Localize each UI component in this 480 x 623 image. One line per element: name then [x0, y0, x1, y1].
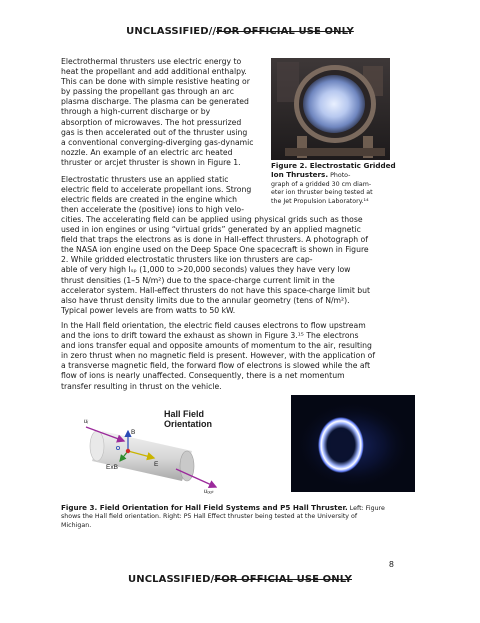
caption-text: eter ion thruster being tested at	[271, 189, 373, 197]
header-struck-text: FOR OFFICIAL USE ONLY	[216, 26, 354, 37]
paragraph-hall-field	[61, 321, 421, 392]
figure-3-diagram	[84, 403, 232, 494]
text-line: by passing the propellant gas through an arc	[61, 87, 235, 97]
page-number: 8	[388, 560, 394, 569]
text-line: in zero thrust when no magnetic field is present. However, with the application of	[61, 351, 376, 361]
caption-text: shows the Hall field orientation. Right: P5 Hall Effect thruster being tested at the University of	[61, 513, 358, 521]
figure-2-photo	[271, 58, 390, 160]
text-line: This can be done with simple resistive heating or	[61, 77, 250, 87]
text-line: absorption of microwaves. The hot pressurized	[61, 117, 242, 127]
text-line: cities. The accelerating field can be applied using physical grids such as those	[61, 215, 363, 224]
classification-footer	[0, 574, 480, 585]
text-line: able of very high Iₛₚ (1,000 to >20,000 seconds) values they have very low	[61, 265, 351, 275]
text-line: through a high-current discharge or by	[61, 107, 211, 117]
figure-3-caption	[61, 504, 431, 530]
text-line: Typical power levels are from watts to 50 kW.	[61, 305, 236, 315]
caption-title: Figure 2. Electrostatic Gridded	[271, 161, 396, 170]
text-line: electric fields are created in the engine which	[61, 195, 238, 205]
text-line: flow of ions is nearly unaffected. Consequently, there is a net momentum	[61, 371, 345, 381]
caption-text: graph of a gridded 30 cm diam-	[271, 180, 372, 188]
figure-2-caption	[271, 162, 431, 206]
caption-text: Michigan.	[61, 521, 92, 529]
caption-title: Figure 3. Field Orientation for Hall Field Systems and P5 Hall Thruster.	[61, 503, 348, 512]
text-line: and ions transfer equal and opposite amounts of momentum to the air, resulting	[61, 341, 372, 351]
footer-struck-text: FOR OFFICIAL USE ONLY	[214, 574, 352, 585]
caption-text: Left: Figure	[347, 505, 385, 512]
header-prefix: UNCLASSIFIED//	[126, 26, 217, 37]
label-ui: uᵢ	[84, 419, 89, 425]
paragraph-electrostatic-continued	[61, 215, 421, 316]
text-line: nozzle. An example of an electric arc heated	[61, 147, 233, 157]
classification-header	[0, 26, 480, 37]
label-b: B	[131, 429, 136, 436]
text-line: thrust densities (1–5 N/m²) due to the space-charge current limit in the	[61, 275, 335, 285]
text-line: 2. While gridded electrostatic thrusters like ion thrusters are cap-	[61, 255, 313, 265]
text-line: accelerator system. Hall-effect thrusters do not have this space-charge limit but	[61, 285, 371, 295]
text-line: Electrothermal thrusters use electric energy to	[61, 57, 242, 66]
text-line: also have thrust density limits due to the annular geometry (tens of N/m²).	[61, 295, 350, 305]
text-line: thruster or arcjet thruster is shown in Figure 1.	[61, 157, 241, 167]
text-line: then accelerate the (positive) ions to high velo-	[61, 205, 244, 215]
caption-text: Photo-	[328, 172, 351, 180]
diagram-title-line2: Orientation	[164, 419, 213, 429]
text-line: field that traps the electrons as is done in Hall-effect thrusters. A photograph of	[61, 235, 368, 245]
text-line: the NASA ion engine used on the Deep Space One spacecraft is shown in Figure	[61, 245, 369, 255]
text-line: used in ion engines or using “virtual grids” generated by an applied magnetic	[61, 225, 361, 235]
paragraph-electrothermal	[61, 57, 266, 168]
text-line: In the Hall field orientation, the electric field causes electrons to flow upstream	[61, 321, 366, 330]
text-line: transfer resulting in thrust on the vehicle.	[61, 381, 222, 391]
label-e: E	[154, 461, 159, 468]
text-line: and the ions to drift toward the exhaust as shown in Figure 3.¹⁵ The electrons	[61, 331, 359, 341]
label-uout: uₒᵤₜ	[204, 489, 214, 494]
caption-title: Ion Thrusters.	[271, 170, 329, 180]
footer-prefix: UNCLASSIFIED/	[128, 574, 215, 585]
caption-text: the Jet Propulsion Laboratory.¹⁴	[271, 197, 369, 205]
particle-icon	[126, 449, 130, 453]
text-line: a transverse magnetic field, the forward flow of electrons is slowed while the aft	[61, 361, 371, 371]
text-line: heat the propellant and add additional enthalpy.	[61, 67, 247, 77]
label-exb: ExB	[106, 464, 118, 471]
text-line: gas is then accelerated out of the thruster using	[61, 127, 248, 137]
figure-3-photo	[291, 395, 415, 492]
text-line: electric field to accelerate propellant ions. Strong	[61, 185, 252, 195]
diagram-title-line1: Hall Field	[164, 409, 205, 419]
text-line: a conventional converging-diverging gas-dynamic	[61, 137, 254, 147]
text-line: plasma discharge. The plasma can be generated	[61, 97, 249, 107]
paragraph-electrostatic	[61, 175, 266, 215]
text-line: Electrostatic thrusters use an applied static	[61, 175, 229, 184]
